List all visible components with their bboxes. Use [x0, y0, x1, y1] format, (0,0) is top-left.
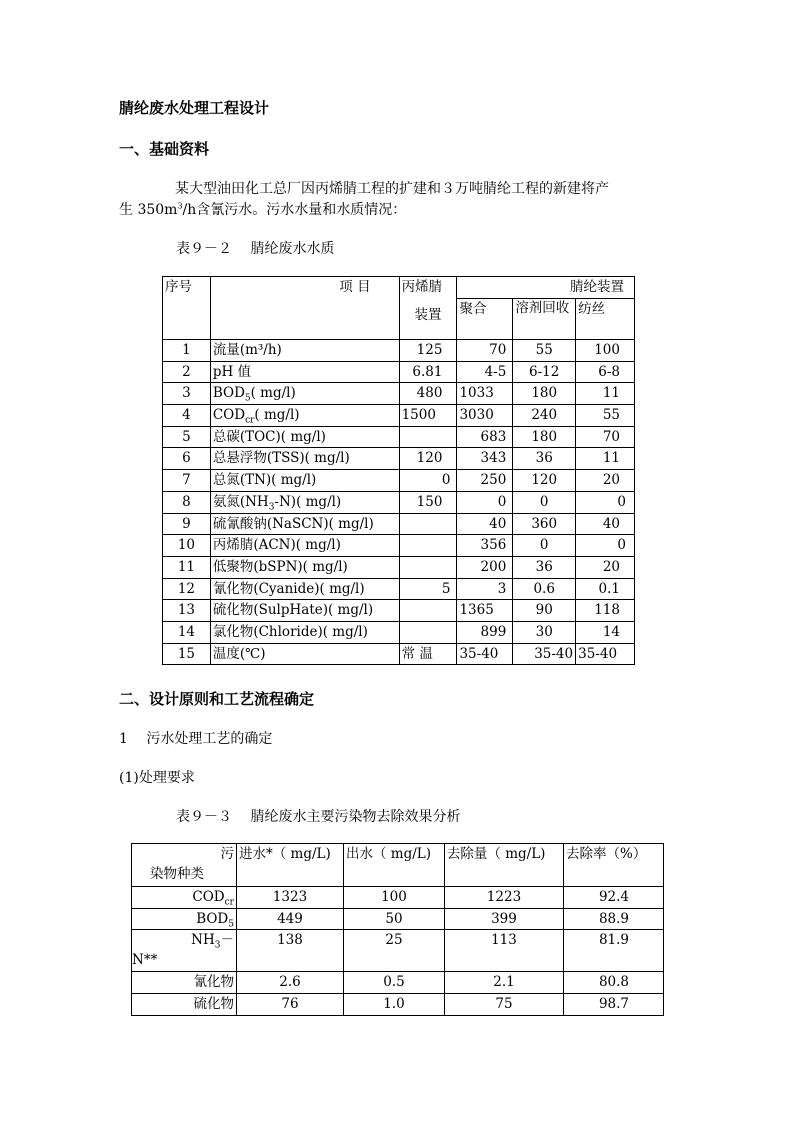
- table1-cell-spinning: 0.1: [576, 578, 635, 600]
- table1-cell-polymer: 70: [457, 340, 513, 362]
- table2-cell-removed: 75: [444, 994, 563, 1016]
- intro-paragraph-line2: [119, 199, 406, 219]
- wastewater-quality-table: [162, 276, 635, 665]
- table1-header-spinning: 纺丝: [576, 298, 635, 339]
- pollutant-main: BOD: [196, 910, 229, 927]
- table1-cell-spinning: 0: [576, 535, 635, 557]
- table1-cell-item: [210, 383, 399, 405]
- table1-cell-no: 6: [163, 448, 211, 470]
- table1-cell-solvent: 0: [513, 491, 576, 513]
- table1-cell-acrylonitrile: [399, 426, 457, 448]
- table2-cell-out: 50: [343, 908, 444, 930]
- table2-cell-in: 2.6: [236, 972, 343, 994]
- table2-cell-pollutant: [132, 908, 237, 930]
- table2-header-row: [132, 844, 664, 887]
- table1-header-acrylonitrile: [399, 277, 457, 340]
- table1-cell-item: pH 值: [210, 361, 399, 383]
- table2-cell-out: 0.5: [343, 972, 444, 994]
- table1-row: [163, 600, 635, 622]
- table1-cell-polymer: 1033: [457, 383, 513, 405]
- table1-cell-polymer: 3: [457, 578, 513, 600]
- table1-cell-item: 总氮(TN)( mg/l): [210, 470, 399, 492]
- table1-cell-no: 12: [163, 578, 211, 600]
- table1-row: [163, 448, 635, 470]
- table1-cell-no: 14: [163, 621, 211, 643]
- table1-cell-polymer: 250: [457, 470, 513, 492]
- table1-row: [163, 535, 635, 557]
- table1-cell-polymer: 899: [457, 621, 513, 643]
- table1-cell-no: 2: [163, 361, 211, 383]
- table2-cell-in: 449: [236, 908, 343, 930]
- item-sub: 3: [268, 502, 275, 513]
- item-main: COD: [212, 407, 246, 424]
- table1-cell-polymer: 40: [457, 513, 513, 535]
- table1-header-acrylic-group: 腈纶装置: [457, 277, 635, 299]
- table1-cell-acrylonitrile: 1500: [399, 405, 457, 427]
- table2-cell-pollutant: 硫化物: [132, 994, 237, 1016]
- table1-cell-no: 3: [163, 383, 211, 405]
- table2-cell-removed: 113: [444, 930, 563, 972]
- table1-cell-spinning: 6-8: [576, 361, 635, 383]
- intro-paragraph-line1: 某大型油田化工总厂因丙烯腈工程的扩建和３万吨腈纶工程的新建将产: [175, 181, 609, 197]
- pollutant-line: [134, 887, 234, 907]
- table2-row: [132, 972, 664, 994]
- table1-cell-spinning: 35-40: [576, 643, 635, 665]
- pollutant-main: COD: [192, 889, 225, 905]
- table1-header-an-line1: 丙烯腈: [401, 279, 443, 295]
- intro-text-a: 生 350m: [119, 202, 178, 218]
- table1-header-item: 项 目: [210, 277, 399, 340]
- table1-cell-solvent: 360: [513, 513, 576, 535]
- table1-cell-spinning: 20: [576, 556, 635, 578]
- table1-cell-spinning: 20: [576, 470, 635, 492]
- table1-cell-acrylonitrile: [399, 600, 457, 622]
- intro-text-b: /h含氰污水。污水水量和水质情况：: [182, 202, 407, 218]
- document-title: 腈纶废水处理工程设计: [119, 99, 270, 117]
- table2-cell-removed: 1223: [444, 887, 563, 909]
- table1-cell-polymer: 356: [457, 535, 513, 557]
- table1-row: [163, 621, 635, 643]
- table2-cell-pollutant: 氰化物: [132, 972, 237, 994]
- section-heading-basic-data: 一、基础资料: [119, 140, 210, 158]
- table1-cell-no: 7: [163, 470, 211, 492]
- table1-row: [163, 578, 635, 600]
- pollutant-sub: cr: [224, 897, 234, 908]
- subsection-process: 1 污水处理工艺的确定: [119, 731, 273, 747]
- table1-cell-acrylonitrile: 6.81: [399, 361, 457, 383]
- table1-cell-item: 总碳(TOC)( mg/l): [210, 426, 399, 448]
- table2-cell-pollutant: [132, 930, 237, 972]
- pollutant-line: [134, 909, 234, 929]
- table1-cell-no: 13: [163, 600, 211, 622]
- item-main: 氨氮(NH: [212, 493, 269, 510]
- table1-cell-polymer: 1365: [457, 600, 513, 622]
- table2-header-out: 出水（ mg/L): [343, 844, 444, 887]
- table1-cell-solvent: 36: [513, 556, 576, 578]
- table1-cell-solvent: 6-12: [513, 361, 576, 383]
- table1-cell-spinning: 40: [576, 513, 635, 535]
- table1-cell-item: 流量(m³/h): [210, 340, 399, 362]
- table2-cell-rate: 80.8: [564, 972, 664, 994]
- table1-cell-item: 丙烯腈(ACN)( mg/l): [210, 535, 399, 557]
- table1-cell-spinning: 14: [576, 621, 635, 643]
- table1-cell-spinning: 11: [576, 448, 635, 470]
- table1-cell-no: 1: [163, 340, 211, 362]
- pollutant-tail: －: [220, 932, 234, 949]
- removal-efficiency-table: [131, 843, 664, 1016]
- pollutant-sub: 5: [228, 919, 234, 930]
- table1-cell-spinning: 55: [576, 405, 635, 427]
- table1-caption: 表９－２ 腈纶废水水质: [176, 241, 335, 257]
- table2-cell-rate: 88.9: [564, 908, 664, 930]
- item-sub: 5: [244, 394, 251, 405]
- table1-cell-acrylonitrile: 150: [399, 491, 457, 513]
- pollutant-wrap: N**: [132, 952, 158, 969]
- table1-row: [163, 513, 635, 535]
- item-main: BOD: [212, 385, 245, 402]
- table2-row: [132, 994, 664, 1016]
- table2-cell-out: 100: [343, 887, 444, 909]
- table2-cell-rate: 98.7: [564, 994, 664, 1016]
- table1-cell-solvent: 240: [513, 405, 576, 427]
- table1-cell-acrylonitrile: [399, 621, 457, 643]
- pollutant-sub: 3: [214, 941, 221, 952]
- table1-header-an-line2: 装置: [414, 307, 442, 323]
- table1-row: [163, 556, 635, 578]
- table2-cell-in: 1323: [236, 887, 343, 909]
- table1-cell-solvent: 55: [513, 340, 576, 362]
- table1-cell-no: 8: [163, 491, 211, 513]
- table1-cell-item: 氯化物(Chloride)( mg/l): [210, 621, 399, 643]
- table2-header-corner: [132, 844, 237, 887]
- table1-cell-polymer: 683: [457, 426, 513, 448]
- table1-cell-no: 9: [163, 513, 211, 535]
- table1-cell-acrylonitrile: [399, 513, 457, 535]
- table1-row: [163, 643, 635, 665]
- table2-cell-out: 1.0: [343, 994, 444, 1016]
- table1-cell-no: 11: [163, 556, 211, 578]
- table2-header-rate: 去除率（%）: [564, 844, 664, 887]
- table1-row: [163, 340, 635, 362]
- subsection-requirements: (1)处理要求: [119, 770, 195, 786]
- table1-cell-item: 硫氰酸钠(NaSCN)( mg/l): [210, 513, 399, 535]
- table1-cell-solvent: 35-40: [513, 643, 576, 665]
- table1-cell-acrylonitrile: 0: [399, 470, 457, 492]
- table1-cell-polymer: 343: [457, 448, 513, 470]
- table1-cell-item: [210, 491, 399, 513]
- item-tail: ( mg/l): [254, 407, 300, 424]
- table1-header-polymer: 聚合: [457, 298, 513, 339]
- table1-row: [163, 361, 635, 383]
- table2-cell-rate: 92.4: [564, 887, 664, 909]
- table1-row: [163, 426, 635, 448]
- table1-cell-polymer: 35-40: [457, 643, 513, 665]
- table1-cell-no: 10: [163, 535, 211, 557]
- table2-cell-in: 138: [236, 930, 343, 972]
- table2-cell-out: 25: [343, 930, 444, 972]
- table1-cell-solvent: 180: [513, 383, 576, 405]
- table1-cell-acrylonitrile: 125: [399, 340, 457, 362]
- table1-cell-no: 5: [163, 426, 211, 448]
- table1-cell-spinning: 100: [576, 340, 635, 362]
- table1-cell-spinning: 70: [576, 426, 635, 448]
- table1-row: [163, 470, 635, 492]
- table1-cell-polymer: 3030: [457, 405, 513, 427]
- pollutant-main: NH: [191, 932, 215, 949]
- table1-cell-item: 低聚物(bSPN)( mg/l): [210, 556, 399, 578]
- table1-cell-polymer: 4-5: [457, 361, 513, 383]
- table1-cell-solvent: 30: [513, 621, 576, 643]
- table2-row: [132, 908, 664, 930]
- table1-cell-item: 温度(℃): [210, 643, 399, 665]
- table1-row: [163, 491, 635, 513]
- table1-cell-spinning: 11: [576, 383, 635, 405]
- table1-cell-item: 总悬浮物(TSS)( mg/l): [210, 448, 399, 470]
- table2-corner-top: 污: [220, 846, 234, 862]
- table2-cell-pollutant: [132, 887, 237, 909]
- table1-cell-acrylonitrile: [399, 556, 457, 578]
- table1-cell-polymer: 0: [457, 491, 513, 513]
- table2-cell-in: 76: [236, 994, 343, 1016]
- pollutant-line: [134, 930, 234, 950]
- table1-cell-item: [210, 405, 399, 427]
- table1-cell-acrylonitrile: 120: [399, 448, 457, 470]
- intro-superscript: 3: [177, 201, 183, 211]
- table1-cell-spinning: 0: [576, 491, 635, 513]
- table2-corner-bottom: 染物种类: [150, 866, 204, 882]
- item-tail: -N)( mg/l): [274, 493, 342, 510]
- table1-cell-acrylonitrile: 480: [399, 383, 457, 405]
- table2-header-removed: 去除量（ mg/L): [444, 844, 563, 887]
- table1-row: [163, 405, 635, 427]
- table1-cell-acrylonitrile: 5: [399, 578, 457, 600]
- table1-cell-acrylonitrile: [399, 535, 457, 557]
- table1-header-no: 序号: [163, 277, 211, 340]
- table2-cell-rate: 81.9: [564, 930, 664, 972]
- table1-cell-no: 4: [163, 405, 211, 427]
- table1-cell-acrylonitrile: 常 温: [399, 643, 457, 665]
- item-sub: cr: [245, 415, 255, 426]
- table1-cell-solvent: 36: [513, 448, 576, 470]
- table1-cell-spinning: 118: [576, 600, 635, 622]
- table2-header-in: 进水*（ mg/L): [236, 844, 343, 887]
- table1-row: [163, 383, 635, 405]
- table2-caption: 表９－３ 腈纶废水主要污染物去除效果分析: [176, 809, 461, 825]
- table2-cell-removed: 2.1: [444, 972, 563, 994]
- table1-cell-item: 硫化物(SulpHate)( mg/l): [210, 600, 399, 622]
- table2-cell-removed: 399: [444, 908, 563, 930]
- table1-header-row1: [163, 277, 635, 299]
- section-heading-design: 二、设计原则和工艺流程确定: [119, 690, 315, 708]
- table2-row: [132, 887, 664, 909]
- table1-cell-solvent: 0.6: [513, 578, 576, 600]
- table1-cell-solvent: 120: [513, 470, 576, 492]
- table1-cell-solvent: 0: [513, 535, 576, 557]
- table1-cell-solvent: 180: [513, 426, 576, 448]
- table1-cell-no: 15: [163, 643, 211, 665]
- item-tail: ( mg/l): [250, 385, 296, 402]
- table1-header-solvent: 溶剂回收: [513, 298, 576, 339]
- table1-cell-solvent: 90: [513, 600, 576, 622]
- table1-cell-item: 氰化物(Cyanide)( mg/l): [210, 578, 399, 600]
- table2-row: [132, 930, 664, 972]
- table1-cell-polymer: 200: [457, 556, 513, 578]
